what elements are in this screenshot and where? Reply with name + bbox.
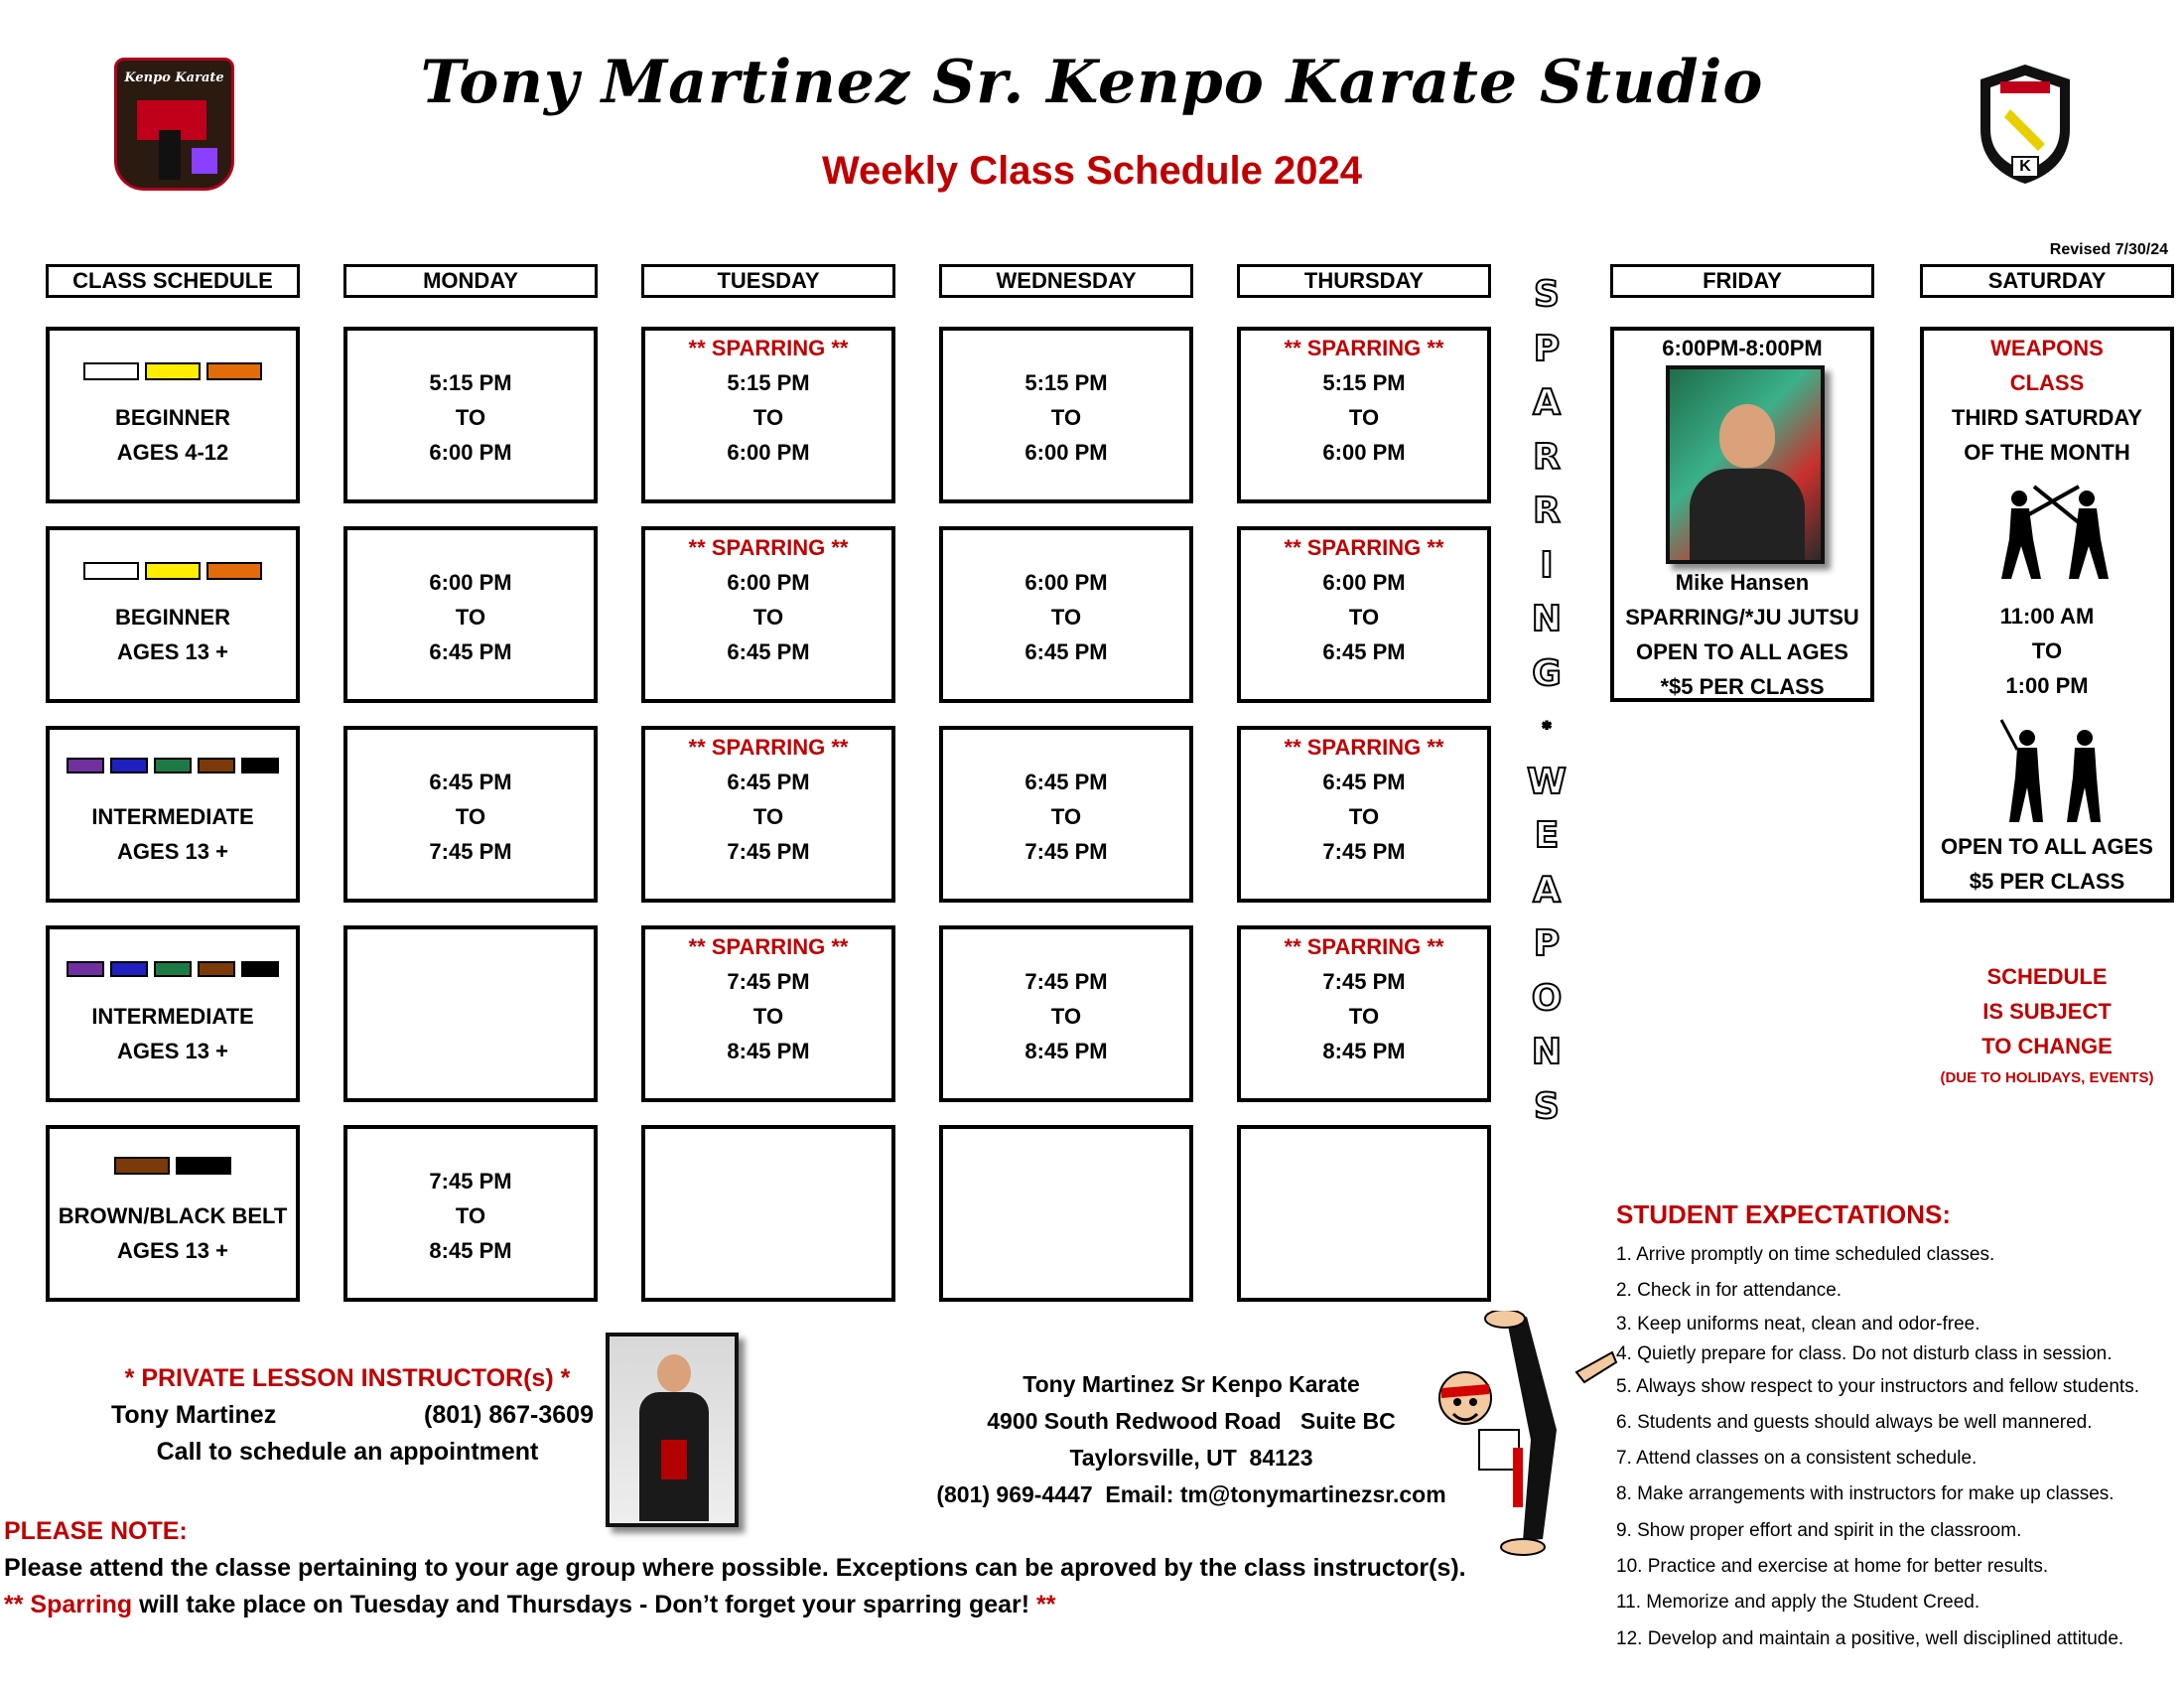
- schedule-change-note: [1920, 959, 2174, 1093]
- time-start: 7:45 PM: [429, 1169, 512, 1194]
- page-subtitle: Weekly Class Schedule 2024: [821, 149, 1363, 193]
- belt-swatch: [110, 961, 148, 977]
- vertical-letter: W: [1527, 761, 1567, 802]
- weapons-sparring-silhouette-icon: [1989, 485, 2118, 584]
- saturday-time-to: TO: [2031, 638, 2063, 663]
- expectation-item: 9. Show proper effort and spirit in the classroom.: [1616, 1519, 2022, 1541]
- header-wednesday: WEDNESDAY: [939, 264, 1193, 298]
- thursday-cell-row5: [1237, 1125, 1491, 1302]
- logo-left-text: Kenpo Karate: [124, 70, 224, 85]
- thursday-cell-row1: [1237, 327, 1491, 503]
- class-name: INTERMEDIATE: [91, 1004, 254, 1029]
- time-end: 6:00 PM: [429, 440, 512, 465]
- belt-swatch: [145, 562, 201, 580]
- time-to: TO: [1050, 405, 1082, 430]
- tuesday-cell-row4: [641, 925, 895, 1102]
- class-ages: AGES 13 +: [117, 639, 228, 664]
- karate-kick-cartoon-icon: [1428, 1311, 1626, 1559]
- time-to: TO: [1348, 804, 1380, 829]
- time-end: 6:45 PM: [429, 639, 512, 664]
- vertical-letter: E: [1534, 815, 1560, 856]
- expectation-item: 2. Check in for attendance.: [1616, 1280, 1843, 1302]
- instructor-phone: (801) 867-3609: [424, 1401, 594, 1429]
- tuesday-cell-row5: [641, 1125, 895, 1302]
- header-thursday: THURSDAY: [1237, 264, 1491, 298]
- tuesday-cell-row3: [641, 726, 895, 903]
- time-to: TO: [455, 405, 486, 430]
- studio-contact: (801) 969-4447 Email: tm@tonymartinezsr.com: [936, 1481, 1446, 1507]
- time-to: TO: [455, 804, 486, 829]
- vertical-letter: R: [1533, 491, 1561, 531]
- schedule-note-line: TO CHANGE: [1981, 1034, 2113, 1058]
- monday-cell-row1: [343, 327, 598, 503]
- wednesday-cell-row5: [939, 1125, 1193, 1302]
- header-friday: FRIDAY: [1610, 264, 1874, 298]
- friday-instructor-name: Mike Hansen: [1675, 570, 1810, 595]
- time-start: 6:45 PM: [429, 770, 512, 794]
- time-to: TO: [1050, 1004, 1082, 1029]
- belt-swatch: [154, 961, 192, 977]
- time-to: TO: [455, 1203, 486, 1228]
- friday-class-type: SPARRING/*JU JUTSU: [1625, 605, 1859, 630]
- wednesday-cell-row3: [939, 726, 1193, 903]
- belt-swatch: [241, 961, 279, 977]
- header-tuesday: TUESDAY: [641, 264, 895, 298]
- sparring-label: ** SPARRING **: [1284, 535, 1444, 560]
- student-expectations-list: [1616, 1237, 2139, 1657]
- class-cell-intermediate-a: [46, 726, 300, 903]
- belt-swatch: [154, 758, 192, 774]
- saturday-cell: [1920, 327, 2174, 903]
- time-start: 7:45 PM: [727, 969, 810, 994]
- belt-colors: [50, 758, 296, 777]
- tuesday-cell-row2: [641, 526, 895, 703]
- class-name: INTERMEDIATE: [91, 804, 254, 829]
- time-start: 6:00 PM: [1322, 570, 1406, 595]
- friday-time: 6:00PM-8:00PM: [1662, 336, 1823, 360]
- vertical-letter: *: [1542, 718, 1552, 737]
- thursday-cell-row3: [1237, 726, 1491, 903]
- belt-swatch: [206, 562, 262, 580]
- class-cell-intermediate-b: [46, 925, 300, 1102]
- belt-colors: [50, 961, 296, 981]
- class-name: BEGINNER: [114, 405, 231, 430]
- belt-colors: [50, 362, 296, 382]
- wednesday-cell-row2: [939, 526, 1193, 703]
- time-to: TO: [455, 605, 486, 630]
- time-to: TO: [1050, 605, 1082, 630]
- logo-right-letter: K: [2019, 158, 2031, 175]
- expectation-item: 7. Attend classes on a consistent schedule.: [1616, 1448, 1978, 1470]
- class-cell-beginner-13: [46, 526, 300, 703]
- belt-swatch: [198, 961, 235, 977]
- time-end: 7:45 PM: [429, 839, 512, 864]
- class-label: CLASS: [2009, 370, 2085, 395]
- expectation-item: 5. Always show respect to your instructors and fellow students.: [1616, 1375, 2139, 1397]
- time-end: 6:45 PM: [1024, 639, 1108, 664]
- saturday-schedule-line: OF THE MONTH: [1964, 440, 2130, 465]
- monday-cell-row2: [343, 526, 598, 703]
- time-to: TO: [752, 605, 784, 630]
- appointment-note: Call to schedule an appointment: [156, 1438, 539, 1466]
- belt-colors: [50, 1157, 296, 1177]
- thursday-cell-row2: [1237, 526, 1491, 703]
- belt-swatch: [176, 1157, 231, 1175]
- friday-price: *$5 PER CLASS: [1660, 674, 1825, 699]
- expectation-item: 1. Arrive promptly on time scheduled classes.: [1616, 1244, 1995, 1265]
- studio-city: Taylorsville, UT 84123: [1069, 1445, 1313, 1471]
- vertical-letter: R: [1533, 436, 1561, 478]
- student-expectations-heading: STUDENT EXPECTATIONS:: [1616, 1199, 1952, 1229]
- time-start: 6:45 PM: [1024, 770, 1108, 794]
- header-saturday: SATURDAY: [1920, 264, 2174, 298]
- studio-street: 4900 South Redwood Road Suite BC: [987, 1408, 1396, 1434]
- class-ages: AGES 13 +: [117, 1238, 228, 1263]
- time-end: 6:00 PM: [1322, 440, 1406, 465]
- time-end: 7:45 PM: [1024, 839, 1108, 864]
- expectation-item: 6. Students and guests should always be well mannered.: [1616, 1411, 2093, 1433]
- time-start: 6:45 PM: [1322, 770, 1406, 794]
- instructor-photo-mike-hansen: [1666, 365, 1825, 564]
- tuesday-cell-row1: [641, 327, 895, 503]
- time-start: 5:15 PM: [429, 370, 512, 395]
- private-lesson-heading: * PRIVATE LESSON INSTRUCTOR(s) *: [124, 1364, 571, 1392]
- sparring-label: ** SPARRING **: [688, 735, 849, 760]
- time-end: 6:00 PM: [1024, 440, 1108, 465]
- vertical-letter: P: [1533, 328, 1561, 369]
- time-end: 6:00 PM: [727, 440, 810, 465]
- instructor-photo-tony-martinez: [606, 1333, 739, 1527]
- instructor-name: Tony Martinez: [111, 1401, 277, 1429]
- class-name: BROWN/BLACK BELT: [58, 1203, 288, 1228]
- time-end: 8:45 PM: [1322, 1039, 1406, 1063]
- vertical-letter: A: [1533, 869, 1561, 911]
- time-to: TO: [752, 405, 784, 430]
- monday-cell-row3: [343, 726, 598, 903]
- wednesday-cell-row1: [939, 327, 1193, 503]
- monday-cell-row4: [343, 925, 598, 1102]
- time-to: TO: [1348, 405, 1380, 430]
- expectation-item: 4. Quietly prepare for class. Do not disturb class in session.: [1616, 1342, 2113, 1364]
- sparring-highlight: ** Sparring: [4, 1591, 133, 1618]
- belt-swatch: [198, 758, 235, 774]
- class-name: BEGINNER: [114, 605, 231, 630]
- time-start: 5:15 PM: [1322, 370, 1406, 395]
- time-start: 6:45 PM: [727, 770, 810, 794]
- time-to: TO: [752, 1004, 784, 1029]
- time-end: 6:45 PM: [727, 639, 810, 664]
- belt-swatch: [67, 961, 104, 977]
- monday-cell-row5: [343, 1125, 598, 1302]
- class-cell-beginner-4-12: [46, 327, 300, 503]
- friday-cell: [1610, 327, 1874, 702]
- expectation-item: 11. Memorize and apply the Student Creed.: [1616, 1592, 1980, 1614]
- schedule-note-line: SCHEDULE: [1986, 964, 2108, 989]
- class-ages: AGES 13 +: [117, 839, 228, 864]
- saturday-schedule-line: THIRD SATURDAY: [1952, 405, 2142, 430]
- belt-swatch: [241, 758, 279, 774]
- time-to: TO: [752, 804, 784, 829]
- time-start: 5:15 PM: [1024, 370, 1108, 395]
- vertical-sparring-weapons-label: [1527, 268, 1567, 1134]
- friday-ages: OPEN TO ALL AGES: [1636, 639, 1848, 664]
- expectation-item: 12. Develop and maintain a positive, well disciplined attitude.: [1616, 1627, 2124, 1649]
- saturday-time-end: 1:00 PM: [2005, 673, 2089, 698]
- schedule-note-line: IS SUBJECT: [1982, 999, 2112, 1024]
- time-start: 7:45 PM: [1024, 969, 1108, 994]
- belt-swatch: [145, 362, 201, 380]
- time-start: 7:45 PM: [1322, 969, 1406, 994]
- vertical-letter: S: [1534, 274, 1560, 315]
- saturday-ages: OPEN TO ALL AGES: [1941, 834, 2153, 859]
- vertical-letter: I: [1540, 544, 1554, 586]
- vertical-letter: N: [1531, 1032, 1563, 1072]
- time-end: 8:45 PM: [1024, 1039, 1108, 1063]
- time-end: 7:45 PM: [727, 839, 810, 864]
- saturday-time-start: 11:00 AM: [1999, 604, 2095, 629]
- time-end: 8:45 PM: [727, 1039, 810, 1063]
- belt-swatch: [114, 1157, 170, 1175]
- time-start: 6:00 PM: [727, 570, 810, 595]
- vertical-letter: G: [1532, 652, 1562, 694]
- time-end: 8:45 PM: [429, 1238, 512, 1263]
- sparring-label: ** SPARRING **: [688, 934, 849, 959]
- time-start: 5:15 PM: [727, 370, 810, 395]
- page-title: Tony Martinez Sr. Kenpo Karate Studio: [420, 48, 1764, 117]
- header-class-schedule: CLASS SCHEDULE: [46, 264, 300, 298]
- header-monday: MONDAY: [343, 264, 598, 298]
- please-note-heading: PLEASE NOTE:: [4, 1517, 188, 1545]
- time-to: TO: [1050, 804, 1082, 829]
- time-start: 6:00 PM: [429, 570, 512, 595]
- sparring-label: ** SPARRING **: [1284, 934, 1444, 959]
- please-note-line1: Please attend the classe pertaining to your age group where possible. Exceptions can be aproved by the class instructor(s).: [4, 1554, 1466, 1582]
- studio-name: Tony Martinez Sr Kenpo Karate: [1023, 1371, 1360, 1397]
- class-ages: AGES 13 +: [117, 1039, 228, 1063]
- class-cell-brown-black: [46, 1125, 300, 1302]
- sparring-label: ** SPARRING **: [1284, 735, 1444, 760]
- belt-swatch: [83, 562, 139, 580]
- vertical-letter: N: [1531, 599, 1563, 639]
- revised-date: Revised 7/30/24: [2049, 241, 2168, 258]
- vertical-letter: P: [1533, 923, 1561, 964]
- belt-colors: [50, 562, 296, 582]
- belt-swatch: [83, 362, 139, 380]
- weapons-label: WEAPONS: [1990, 336, 2104, 360]
- expectation-item: 10. Practice and exercise at home for better results.: [1616, 1556, 2049, 1578]
- saturday-price: $5 PER CLASS: [1969, 869, 2125, 894]
- sparring-label: ** SPARRING **: [1284, 336, 1444, 360]
- time-to: TO: [1348, 1004, 1380, 1029]
- belt-swatch: [67, 758, 104, 774]
- class-ages: AGES 4-12: [116, 440, 229, 465]
- studio-logo-right: [1971, 60, 2080, 187]
- sparring-note-text: will take place on Tuesday and Thursdays - Don’t forget your sparring gear!: [132, 1591, 1037, 1618]
- time-to: TO: [1348, 605, 1380, 630]
- private-lesson-block: [99, 1360, 596, 1471]
- time-end: 6:45 PM: [1322, 639, 1406, 664]
- belt-swatch: [110, 758, 148, 774]
- vertical-letter: A: [1533, 382, 1561, 423]
- expectation-item: 3. Keep uniforms neat, clean and odor-free.: [1616, 1313, 1980, 1335]
- sparring-label: ** SPARRING **: [688, 336, 849, 360]
- vertical-letter: S: [1534, 1085, 1560, 1127]
- studio-address-block: [913, 1366, 1469, 1513]
- sparring-note-suffix: **: [1036, 1591, 1056, 1618]
- time-end: 7:45 PM: [1322, 839, 1406, 864]
- nunchaku-silhouette-icon: [1989, 718, 2118, 827]
- schedule-note-small: (DUE TO HOLIDAYS, EVENTS): [1940, 1069, 2154, 1086]
- thursday-cell-row4: [1237, 925, 1491, 1102]
- time-start: 6:00 PM: [1024, 570, 1108, 595]
- please-note-line2: [4, 1587, 1056, 1623]
- wednesday-cell-row4: [939, 925, 1193, 1102]
- vertical-letter: O: [1531, 977, 1563, 1019]
- sparring-label: ** SPARRING **: [688, 535, 849, 560]
- belt-swatch: [206, 362, 262, 380]
- expectation-item: 8. Make arrangements with instructors for make up classes.: [1616, 1483, 2115, 1505]
